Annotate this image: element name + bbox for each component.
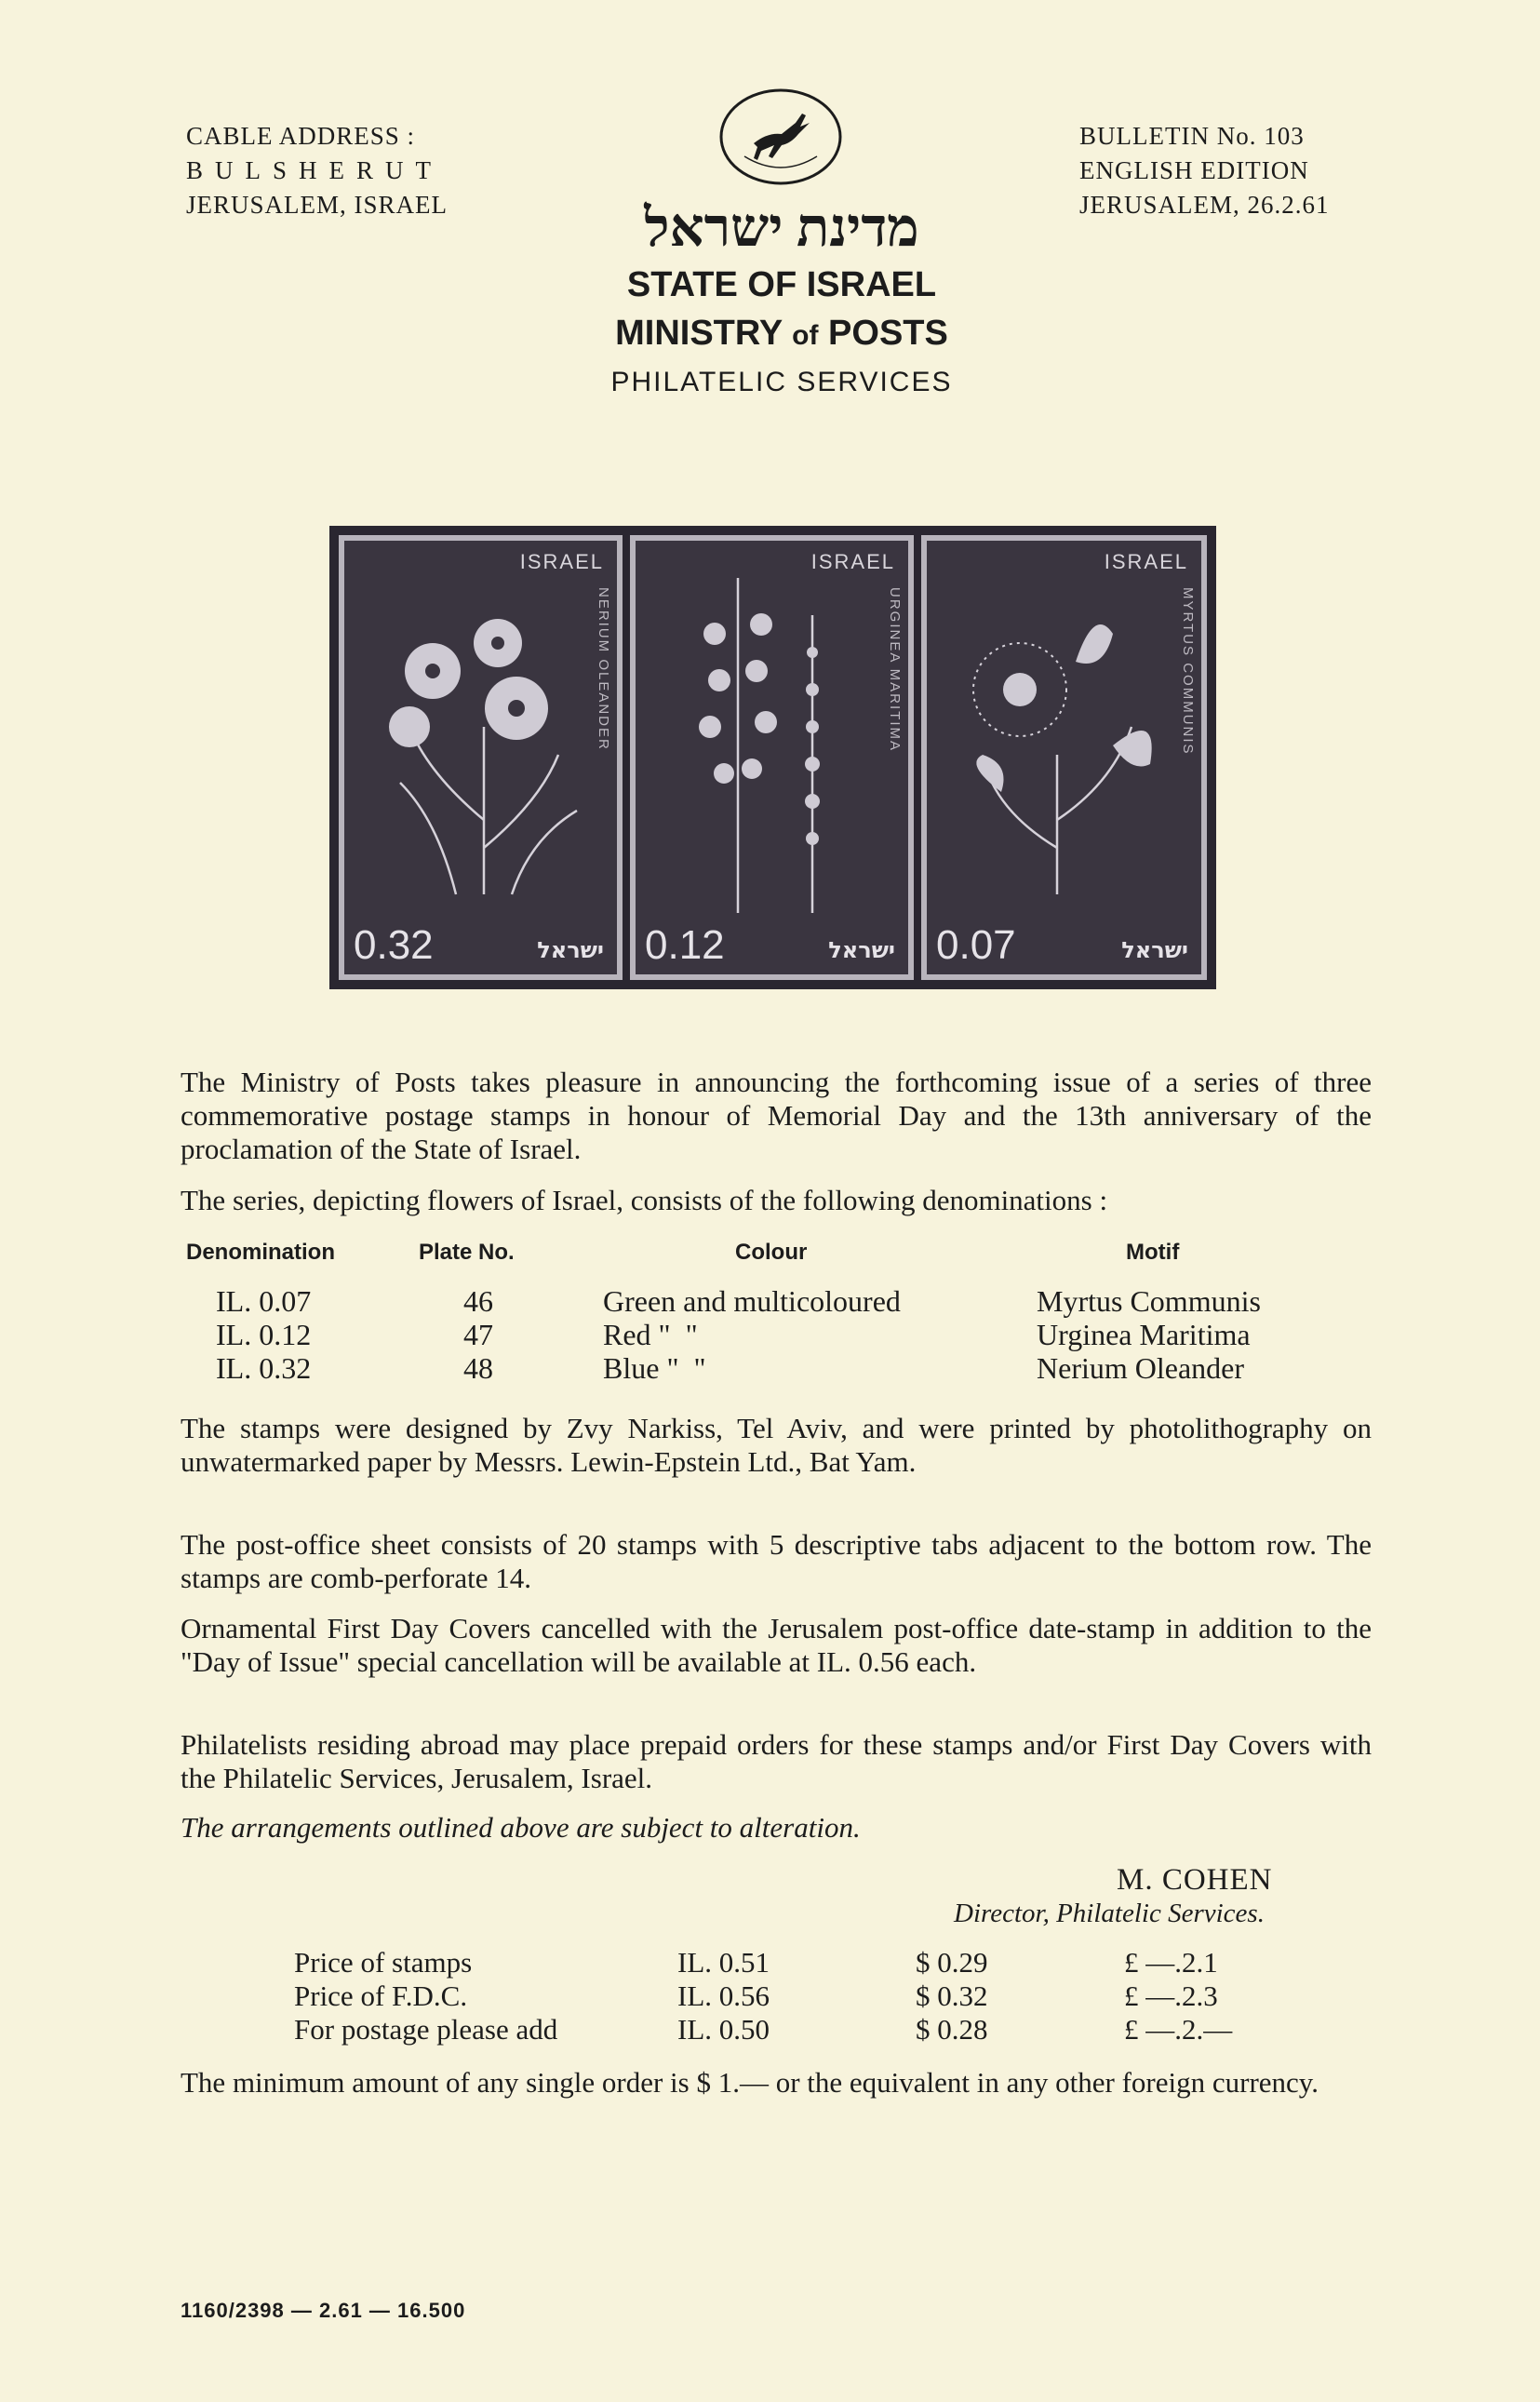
- table-header-plate: Plate No.: [419, 1240, 515, 1265]
- table-cell: Green and multicoloured: [603, 1284, 901, 1318]
- table-header-motif: Motif: [1126, 1240, 1180, 1265]
- stamp-hebrew-label: ישראל: [537, 937, 604, 963]
- cable-address-block: [186, 119, 448, 222]
- stamp-hebrew-label: ישראל: [828, 937, 895, 963]
- stamp-country-label: ISRAEL: [519, 550, 604, 573]
- stamp-value: 0.07: [936, 922, 1016, 968]
- table-cell: Blue " ": [603, 1351, 706, 1385]
- series-paragraph: The series, depicting flowers of Israel, consists of the following denominations :: [181, 1184, 1108, 1216]
- abroad-paragraph: Philatelists residing abroad may place prepaid orders for these stamps and/or First Day Covers with the Philatelic Services, Jerusalem, Israel.: [181, 1728, 1372, 1794]
- price-il: IL. 0.50: [677, 2013, 770, 2046]
- stamp-value: 0.32: [354, 922, 434, 968]
- masthead: [521, 195, 1042, 405]
- cable-address-code: BULSHERUT: [186, 156, 444, 184]
- table-header-denomination: Denomination: [186, 1240, 335, 1265]
- stamp-latin-name: URGINEA MARITIMA: [887, 587, 903, 753]
- urginea-flower-icon: [636, 541, 908, 974]
- bulletin-block: [1079, 119, 1330, 222]
- hebrew-title: מדינת ישראל: [644, 197, 919, 258]
- state-title: STATE OF ISRAEL: [626, 265, 937, 304]
- price-usd: $ 0.29: [916, 1946, 988, 1979]
- price-usd: $ 0.32: [916, 1979, 988, 2012]
- table-cell: Myrtus Communis: [1037, 1284, 1261, 1318]
- ministry-title: [521, 309, 1042, 360]
- cable-address-city: JERUSALEM, ISRAEL: [186, 191, 449, 219]
- stamp-myrtus: [921, 535, 1207, 980]
- intro-paragraph: The Ministry of Posts takes pleasure in announcing the forthcoming issue of a series of three commemorative postage stamps in honour of Memorial Day and the 13th anniversary of the proclamation of the State of Israel.: [181, 1066, 1372, 1165]
- design-paragraph: The stamps were designed by Zvy Narkiss, Tel Aviv, and were printed by photolithography on unwatermarked paper by Messrs. Lewin-Epstein Ltd., Bat Yam.: [181, 1412, 1372, 1478]
- oleander-flower-icon: [344, 541, 617, 974]
- bulletin-edition: ENGLISH EDITION: [1079, 156, 1309, 184]
- price-il: IL. 0.56: [677, 1979, 770, 2012]
- ministry-posts: POSTS: [828, 314, 948, 353]
- table-cell: Nerium Oleander: [1037, 1351, 1245, 1385]
- table-cell: Red " ": [603, 1318, 698, 1351]
- post-deer-emblem-icon: [716, 86, 845, 188]
- price-gbp: £ —.2.—: [1124, 2013, 1233, 2046]
- table-cell: 46: [463, 1284, 493, 1318]
- fdc-paragraph: Ornamental First Day Covers cancelled with the Jerusalem post-office date-stamp in addition to the "Day of Issue" special cancellation will be available at IL. 0.56 each.: [181, 1612, 1372, 1678]
- signature-name: M. COHEN: [1117, 1863, 1273, 1897]
- signature-title: Director, Philatelic Services.: [954, 1899, 1265, 1928]
- stamp-country-label: ISRAEL: [810, 550, 895, 573]
- stamp-urginea: [630, 535, 914, 980]
- price-il: IL. 0.51: [677, 1946, 770, 1979]
- bulletin-date: JERUSALEM, 26.2.61: [1079, 191, 1330, 219]
- stamp-country-label: ISRAEL: [1104, 550, 1188, 573]
- stamp-strip: [329, 526, 1216, 989]
- stamp-nerium: [339, 535, 623, 980]
- print-code-footer: 1160/2398 — 2.61 — 16.500: [181, 2299, 466, 2322]
- table-cell: Urginea Maritima: [1037, 1318, 1251, 1351]
- table-cell: 47: [463, 1318, 493, 1351]
- stamp-hebrew-label: ישראל: [1121, 937, 1188, 963]
- ministry-word: MINISTRY: [615, 314, 783, 353]
- table-header-colour: Colour: [735, 1240, 808, 1265]
- stamp-latin-name: NERIUM OLEANDER: [596, 587, 611, 751]
- price-gbp: £ —.2.1: [1124, 1946, 1218, 1979]
- price-label: Price of stamps: [294, 1946, 473, 1979]
- ministry-of: of: [792, 320, 819, 351]
- price-label: Price of F.D.C.: [294, 1979, 468, 2012]
- table-cell: IL. 0.12: [216, 1318, 312, 1351]
- alteration-note: The arrangements outlined above are subject to alteration.: [181, 1811, 861, 1844]
- price-label: For postage please add: [294, 2013, 558, 2046]
- stamp-latin-name: MYRTUS COMMUNIS: [1180, 587, 1196, 756]
- stamp-value: 0.12: [645, 922, 725, 968]
- price-usd: $ 0.28: [916, 2013, 988, 2046]
- sheet-paragraph: The post-office sheet consists of 20 stamps with 5 descriptive tabs adjacent to the bottom row. The stamps are comb-perforate 14.: [181, 1528, 1372, 1594]
- table-cell: IL. 0.32: [216, 1351, 312, 1385]
- minimum-order-paragraph: The minimum amount of any single order is $ 1.— or the equivalent in any other foreign currency.: [181, 2066, 1319, 2099]
- cable-address-label: CABLE ADDRESS :: [186, 122, 416, 150]
- table-cell: 48: [463, 1351, 493, 1385]
- services-title: PHILATELIC SERVICES: [610, 367, 953, 397]
- price-gbp: £ —.2.3: [1124, 1979, 1218, 2012]
- bulletin-number: BULLETIN No. 103: [1079, 122, 1305, 150]
- table-cell: IL. 0.07: [216, 1284, 312, 1318]
- myrtle-flower-icon: [927, 541, 1201, 974]
